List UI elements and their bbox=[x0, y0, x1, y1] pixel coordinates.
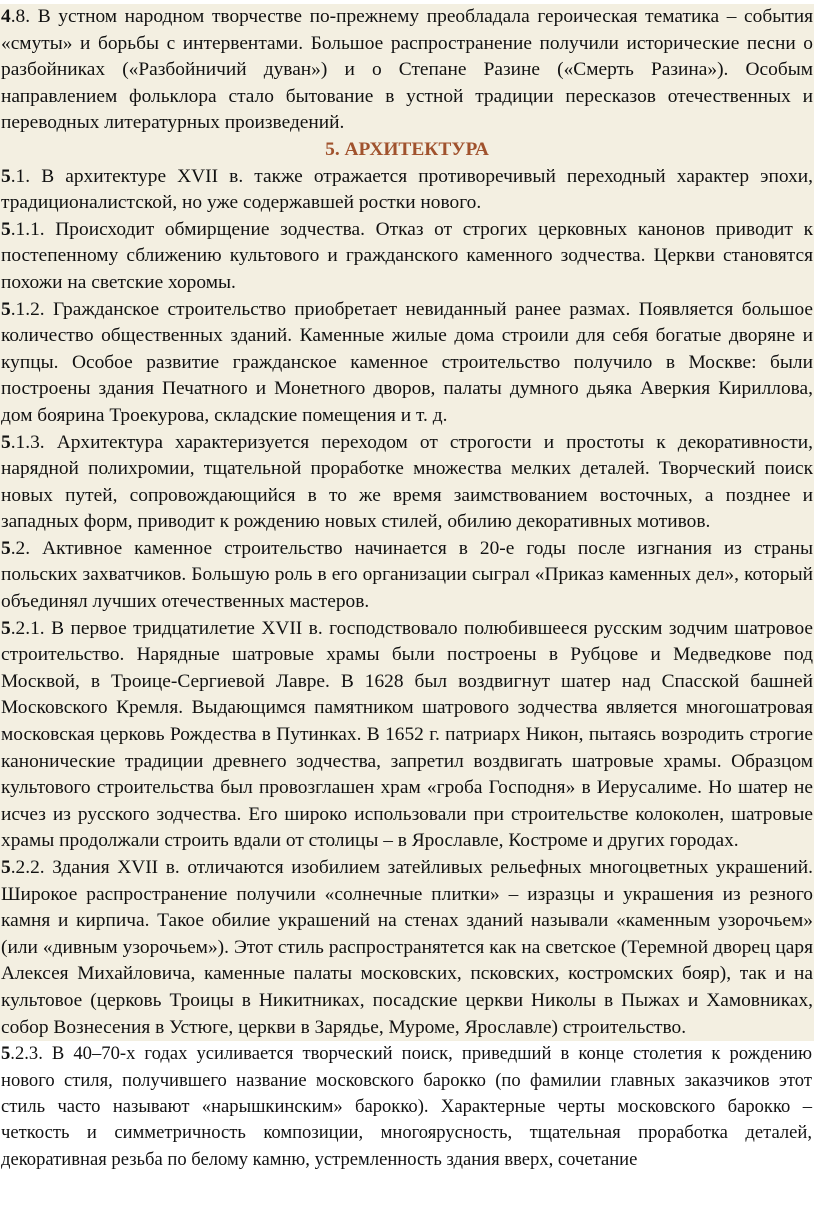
paragraph-5-2-3 bbox=[1, 1041, 812, 1173]
paragraph-5-1-2 bbox=[1, 297, 813, 430]
paragraph-number: 4 bbox=[1, 6, 11, 27]
paragraph-5-1-1 bbox=[1, 217, 813, 297]
paragraph-number: 5 bbox=[1, 537, 11, 559]
paragraph-number: 5 bbox=[1, 1043, 11, 1065]
paragraph-number: 5 bbox=[1, 298, 11, 320]
paragraph-5-1-3 bbox=[1, 430, 813, 536]
paragraph-text: .1.2. Гражданское строительство приобретает невиданный ранее размах. Появляется большое количество общественных зданий. Каменные жилые дома строили для себя богатые дворяне и купцы. Особое развитие гражданское каменное строительство получило в Москве: были построены здания Печатного и Монетного дворов, палаты думного дьяка Аверкия Кириллова, дом боярина Троекурова, складские помещения и т. д. bbox=[1, 298, 813, 426]
paragraph-number: 5 bbox=[1, 857, 11, 878]
paragraph-5-2-1 bbox=[1, 616, 813, 855]
paragraph-text: .1.1. Происходит обмирщение зодчества. Отказ от строгих церковных канонов приводит к постепенному сближению культового и гражданского каменного зодчества. Церкви становятся похожи на светские хоромы. bbox=[1, 218, 813, 293]
paragraph-5-2 bbox=[1, 536, 813, 616]
paragraph-number: 5 bbox=[1, 617, 11, 639]
paragraph-5-2-2 bbox=[1, 855, 813, 1041]
paragraph-text: .2.3. В 40–70-х годах усиливается творческий поиск, приведший в конце столетия к рождению нового стиля, получившего название московского барокко (по фамилии главных заказчиков этот стиль часто называют «нарышкинским» барокко). Характерные черты московского барокко – четкость и симметричность композиции, многоярусность, тщательная проработка деталей, декоративная резьба по белому камню, устремленность здания вверх, сочетание bbox=[1, 1043, 812, 1170]
paragraph-number: 5 bbox=[1, 431, 11, 453]
paragraph-5-1 bbox=[1, 164, 813, 217]
paragraph-text: .1.3. Архитектура характеризуется переходом от строгости и простоты к декоративности, нарядной полихромии, тщательной проработке множества мелких деталей. Творческий поиск новых путей, сопровождающийся в то же время заимствованием восточных, а позднее и западных форм, приводит к рождению новых стилей, обилию декоративных мотивов. bbox=[1, 431, 813, 533]
paragraph-text: .8. В устном народном творчестве по-прежнему преобладала героическая тематика – события «смуты» и борьбы с интервентами. Большое распространение получили исторические песни о разбойниках («Разбойничий дуван») и о Степане Разине («Смерть Разина»). Особым направлением фольклора стало бытование в устной традиции пересказов отечественных и переводных литературных произведений. bbox=[1, 6, 813, 134]
paragraph-number: 5 bbox=[1, 218, 11, 240]
paragraph-text: .2.2. Здания XVII в. отличаются изобилием затейливых рельефных многоцветных украшений. Широкое распространение получили «солнечные плитки» – изразцы и украшения из резного камня и кирпича. Такое обилие украшений на стенах зданий называли «каменным узорочьем» (или «дивным узорочьем»). Этот стиль распространятется как на светское (Теремной дворец царя Алексея Михайловича, каменные палаты московских, псковских, костромских бояр), так и на культовое (церковь Троицы в Никитниках, посадские церкви Николы в Пыжах и Хамовниках, собор Вознесения в Устюге, церкви в Зарядье, Муроме, Ярославле) строительство. bbox=[1, 857, 813, 1038]
shaded-text-block bbox=[0, 4, 814, 1041]
paragraph-text: .2. Активное каменное строительство начинается в 20-е годы после изгнания из страны польских захватчиков. Большую роль в его организации сыграл «Приказ каменных дел», который объединял лучших отечественных мастеров. bbox=[1, 537, 813, 613]
paragraph-number: 5 bbox=[1, 165, 11, 187]
paragraph-text: .2.1. В первое тридцатилетие XVII в. господствовало полюбившееся русским зодчим шатровое строительство. Нарядные шатровые храмы были построены в Рубцове и Медведкове под Москвой, в Троице-Сергиевой Лавре. В 1628 был воздвигнут шатер над Спасской башней Московского Кремля. Выдающимся памятником шатрового зодчества является многошатровая московская церковь Рождества в Путинках. В 1652 г. патриарх Никон, пытаясь возродить строгие канонические традиции древнего зодчества, запретил воздвигать шатровые храмы. Образцом культового строительства был провозглашен храм «гроба Господня» в Иерусалиме. Но шатер не исчез из русского зодчества. Его широко использовали при строительстве колоколен, шатровые храмы продолжали строить вдали от столицы – в Ярославле, Костроме и других городах. bbox=[1, 617, 813, 852]
paragraph-4-8 bbox=[1, 4, 813, 137]
section-heading: 5. АРХИТЕКТУРА bbox=[325, 138, 489, 160]
paragraph-text: .1. В архитектуре XVII в. также отражается противоречивый переходный характер эпохи, традиционалистской, но уже содержавшей ростки нового. bbox=[1, 165, 813, 214]
